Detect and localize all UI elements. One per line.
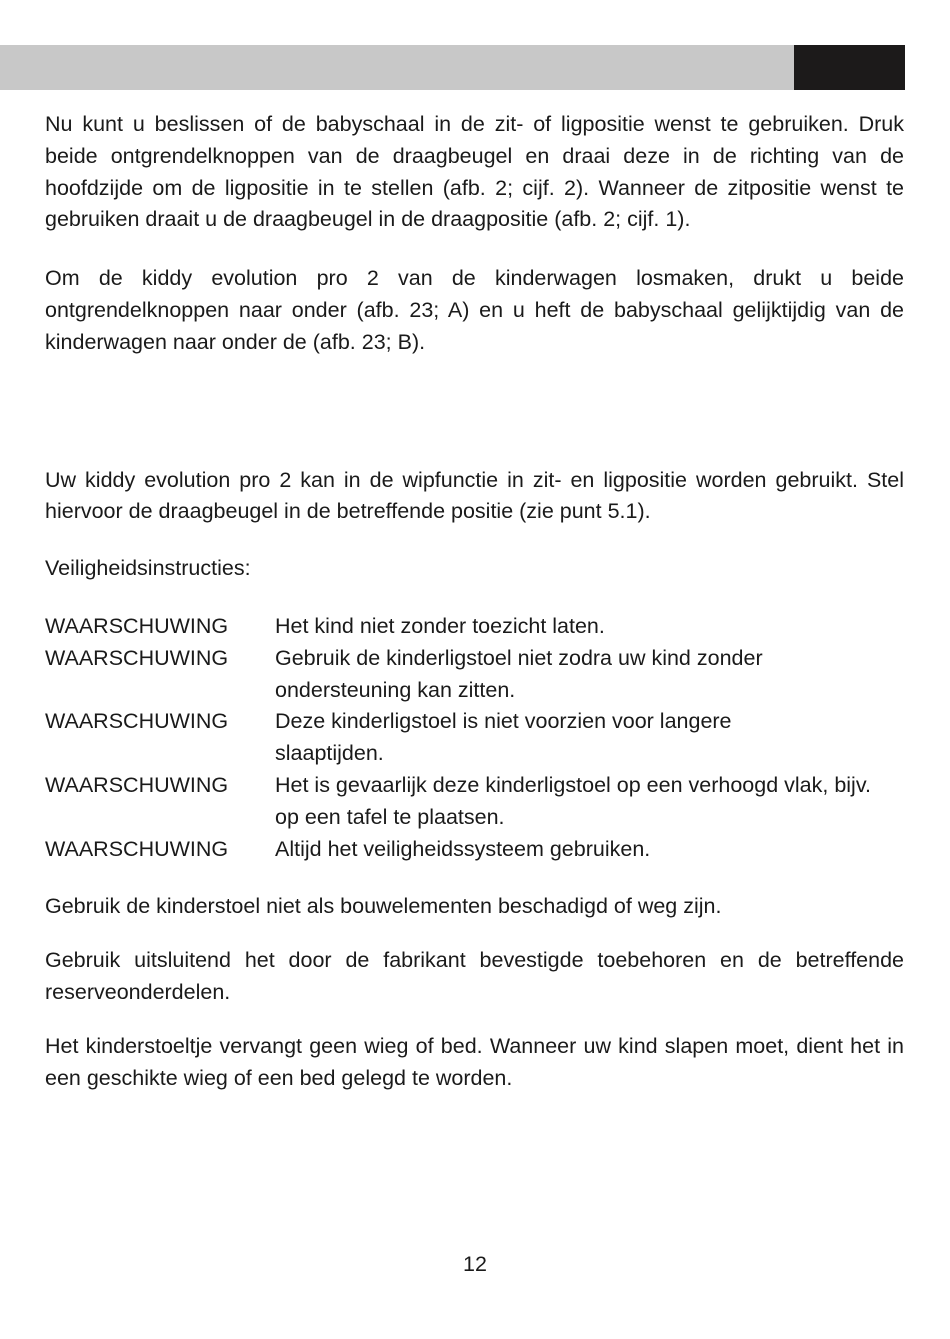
paragraph-detach-from-stroller: Om de kiddy evolution pro 2 van de kinderwagen losmaken, drukt u beide ontgrendelknoppen naar onder (afb. 23; A) en u heft de babyschaal gelijktijdig van de kinderwagen naar onder de (afb. 23; B). xyxy=(45,266,904,354)
header-bar xyxy=(0,45,905,90)
warning-text: Het is gevaarlijk deze kinderligstoel op een verhoogd vlak, bijv. op een tafel te plaatsen. xyxy=(275,772,871,829)
warning-label: WAARSCHUWING xyxy=(45,836,229,861)
warning-label: WAARSCHUWING xyxy=(45,645,229,670)
warning-text: Altijd het veiligheidssysteem gebruiken. xyxy=(275,836,651,861)
warning-label: WAARSCHUWING xyxy=(45,772,229,797)
page-number: 12 xyxy=(463,1252,487,1276)
safety-heading: Veiligheidsinstructies: xyxy=(45,556,251,581)
paragraph-not-a-bed: Het kinderstoeltje vervangt geen wieg of bed. Wanneer uw kind slapen moet, dient het in een geschikte wieg of een bed gelegd te worden. xyxy=(45,1033,904,1090)
header-tab-block xyxy=(794,45,905,90)
warning-label: WAARSCHUWING xyxy=(45,613,229,638)
warning-item xyxy=(45,611,904,643)
warning-text: Gebruik de kinderligstoel niet zodra uw kind zonder ondersteuning kan zitten. xyxy=(275,645,763,702)
paragraph-recline-position: Nu kunt u beslissen of de babyschaal in de zit- of ligpositie wenst te gebruiken. Druk beide ontgrendelknoppen van de draagbeugel en draai deze in de richting van de hoofdzijde om de ligpositie in te stellen (afb. 2; cijf. 2). Wanneer de zitpositie wenst te gebruiken draait u de draagbeugel in de draagpositie (afb. 2; cijf. 1). xyxy=(45,112,904,232)
warning-text: Deze kinderligstoel is niet voorzien voor langere slaaptijden. xyxy=(275,709,732,766)
paragraph-rocking-function: Uw kiddy evolution pro 2 kan in de wipfunctie in zit- en ligpositie worden gebruikt. Stel hiervoor de draagbeugel in de betreffende positie (zie punt 5.1). xyxy=(45,467,904,524)
warning-item xyxy=(45,834,904,866)
paragraph-accessories: Gebruik uitsluitend het door de fabrikant bevestigde toebehoren en de betreffende reserveonderdelen. xyxy=(45,948,904,1004)
warning-item xyxy=(45,770,904,834)
warning-item xyxy=(45,643,904,707)
warning-item xyxy=(45,706,904,770)
paragraph-damaged-parts: Gebruik de kinderstoel niet als bouwelementen beschadigd of weg zijn. xyxy=(45,894,722,919)
page-content xyxy=(45,109,904,1094)
warning-label: WAARSCHUWING xyxy=(45,709,229,734)
warning-list xyxy=(45,611,904,865)
warning-text: Het kind niet zonder toezicht laten. xyxy=(275,613,605,638)
